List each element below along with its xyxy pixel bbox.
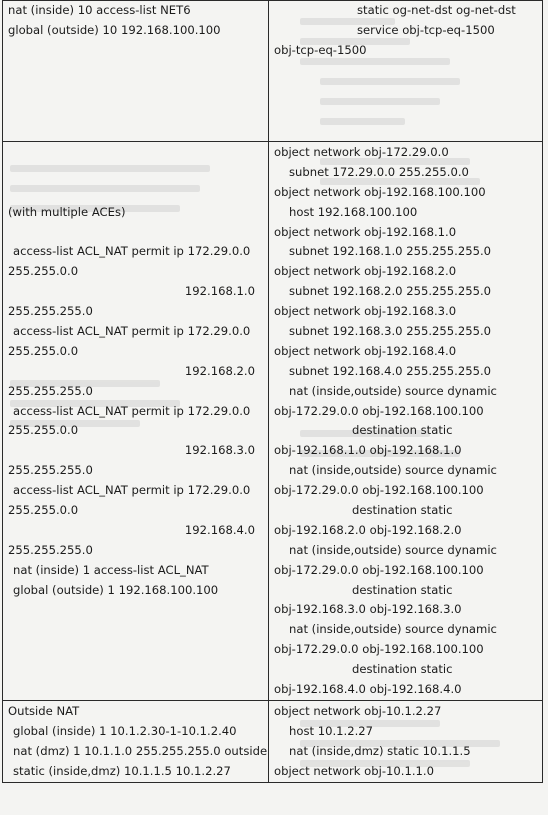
old-config-cell	[3, 142, 269, 701]
config-line: access-list ACL_NAT permit ip 172.29.0.0	[13, 483, 251, 498]
config-line: object network obj-172.29.0.0	[274, 145, 449, 159]
config-line: nat (inside,dmz) static 10.1.1.5	[289, 743, 471, 758]
config-line: obj-tcp-eq-1500	[274, 42, 367, 57]
config-line: destination static	[352, 662, 453, 677]
config-line: 192.168.2.0	[184, 363, 255, 378]
config-line: destination static	[352, 423, 453, 438]
config-line: object network obj-192.168.100.100	[274, 184, 486, 199]
config-line: 192.168.4.0	[184, 522, 255, 537]
config-line: 255.255.0.0	[8, 423, 79, 438]
config-line: subnet 192.168.3.0 255.255.255.0	[289, 324, 492, 339]
config-line: 255.255.255.0	[8, 383, 93, 398]
config-line: nat (inside,outside) source dynamic	[289, 622, 497, 637]
config-line: global (inside) 1 10.1.2.30-1-10.1.2.40	[13, 723, 237, 738]
nat-comparison-table	[2, 0, 543, 783]
table-row	[3, 142, 543, 701]
config-line: 192.168.1.0	[184, 284, 255, 299]
config-line: object network obj-10.1.1.0	[274, 763, 434, 778]
config-line: subnet 192.168.1.0 255.255.255.0	[289, 244, 492, 259]
config-line: host 192.168.100.100	[289, 204, 418, 219]
config-line: service obj-tcp-eq-1500	[357, 22, 495, 37]
config-line: destination static	[352, 503, 453, 518]
new-config-cell	[269, 142, 543, 701]
config-line: obj-192.168.4.0 obj-192.168.4.0	[274, 682, 462, 697]
config-line: subnet 192.168.4.0 255.255.255.0	[289, 363, 492, 378]
config-line: obj-172.29.0.0 obj-192.168.100.100	[274, 642, 484, 657]
config-line: static (inside,dmz) 10.1.1.5 10.1.2.27	[13, 763, 231, 778]
config-line: object network obj-192.168.3.0	[274, 304, 457, 319]
config-line: (with multiple ACEs)	[8, 204, 126, 219]
config-line: nat (inside,outside) source dynamic	[289, 542, 497, 557]
config-line: object network obj-192.168.2.0	[274, 264, 457, 279]
table-row	[3, 1, 543, 142]
config-line: subnet 192.168.2.0 255.255.255.0	[289, 284, 492, 299]
config-line: obj-172.29.0.0 obj-192.168.100.100	[274, 483, 484, 498]
config-line: nat (inside) 1 access-list ACL_NAT	[13, 562, 209, 577]
config-line: global (outside) 1 192.168.100.100	[13, 582, 219, 597]
config-line: obj-192.168.2.0 obj-192.168.2.0	[274, 522, 462, 537]
config-line: access-list ACL_NAT permit ip 172.29.0.0	[13, 324, 251, 339]
config-line: obj-192.168.3.0 obj-192.168.3.0	[274, 602, 462, 617]
config-line: nat (inside,outside) source dynamic	[289, 463, 497, 478]
config-line: object network obj-10.1.2.27	[274, 703, 442, 718]
old-config-cell	[3, 1, 269, 142]
table-row	[3, 700, 543, 782]
config-line: 255.255.0.0	[8, 503, 79, 518]
config-line: object network obj-192.168.1.0	[274, 224, 457, 239]
config-line: global (outside) 10 192.168.100.100	[8, 22, 221, 37]
config-line: 192.168.3.0	[184, 443, 255, 458]
config-line: access-list ACL_NAT permit ip 172.29.0.0	[13, 244, 251, 259]
config-line: obj-172.29.0.0 obj-192.168.100.100	[274, 562, 484, 577]
config-line: 255.255.255.0	[8, 463, 93, 478]
config-line: access-list ACL_NAT permit ip 172.29.0.0	[13, 403, 251, 418]
config-line: object network obj-192.168.4.0	[274, 343, 457, 358]
config-line: destination static	[352, 582, 453, 597]
config-line: static og-net-dst og-net-dst	[357, 3, 516, 17]
config-line: 255.255.0.0	[8, 264, 79, 279]
config-line: obj-192.168.1.0 obj-192.168.1.0	[274, 443, 462, 458]
config-line: nat (dmz) 1 10.1.1.0 255.255.255.0 outside	[13, 743, 268, 758]
old-config-cell	[3, 700, 269, 782]
config-line: nat (inside,outside) source dynamic	[289, 383, 497, 398]
config-line: 255.255.255.0	[8, 304, 93, 319]
new-config-cell	[269, 1, 543, 142]
config-line: 255.255.0.0	[8, 343, 79, 358]
config-line: obj-172.29.0.0 obj-192.168.100.100	[274, 403, 484, 418]
config-line: nat (inside) 10 access-list NET6	[8, 3, 191, 17]
new-config-cell	[269, 700, 543, 782]
config-line: subnet 172.29.0.0 255.255.0.0	[289, 164, 469, 179]
config-line: 255.255.255.0	[8, 542, 93, 557]
config-line: host 10.1.2.27	[289, 723, 374, 738]
config-line: Outside NAT	[8, 703, 80, 718]
